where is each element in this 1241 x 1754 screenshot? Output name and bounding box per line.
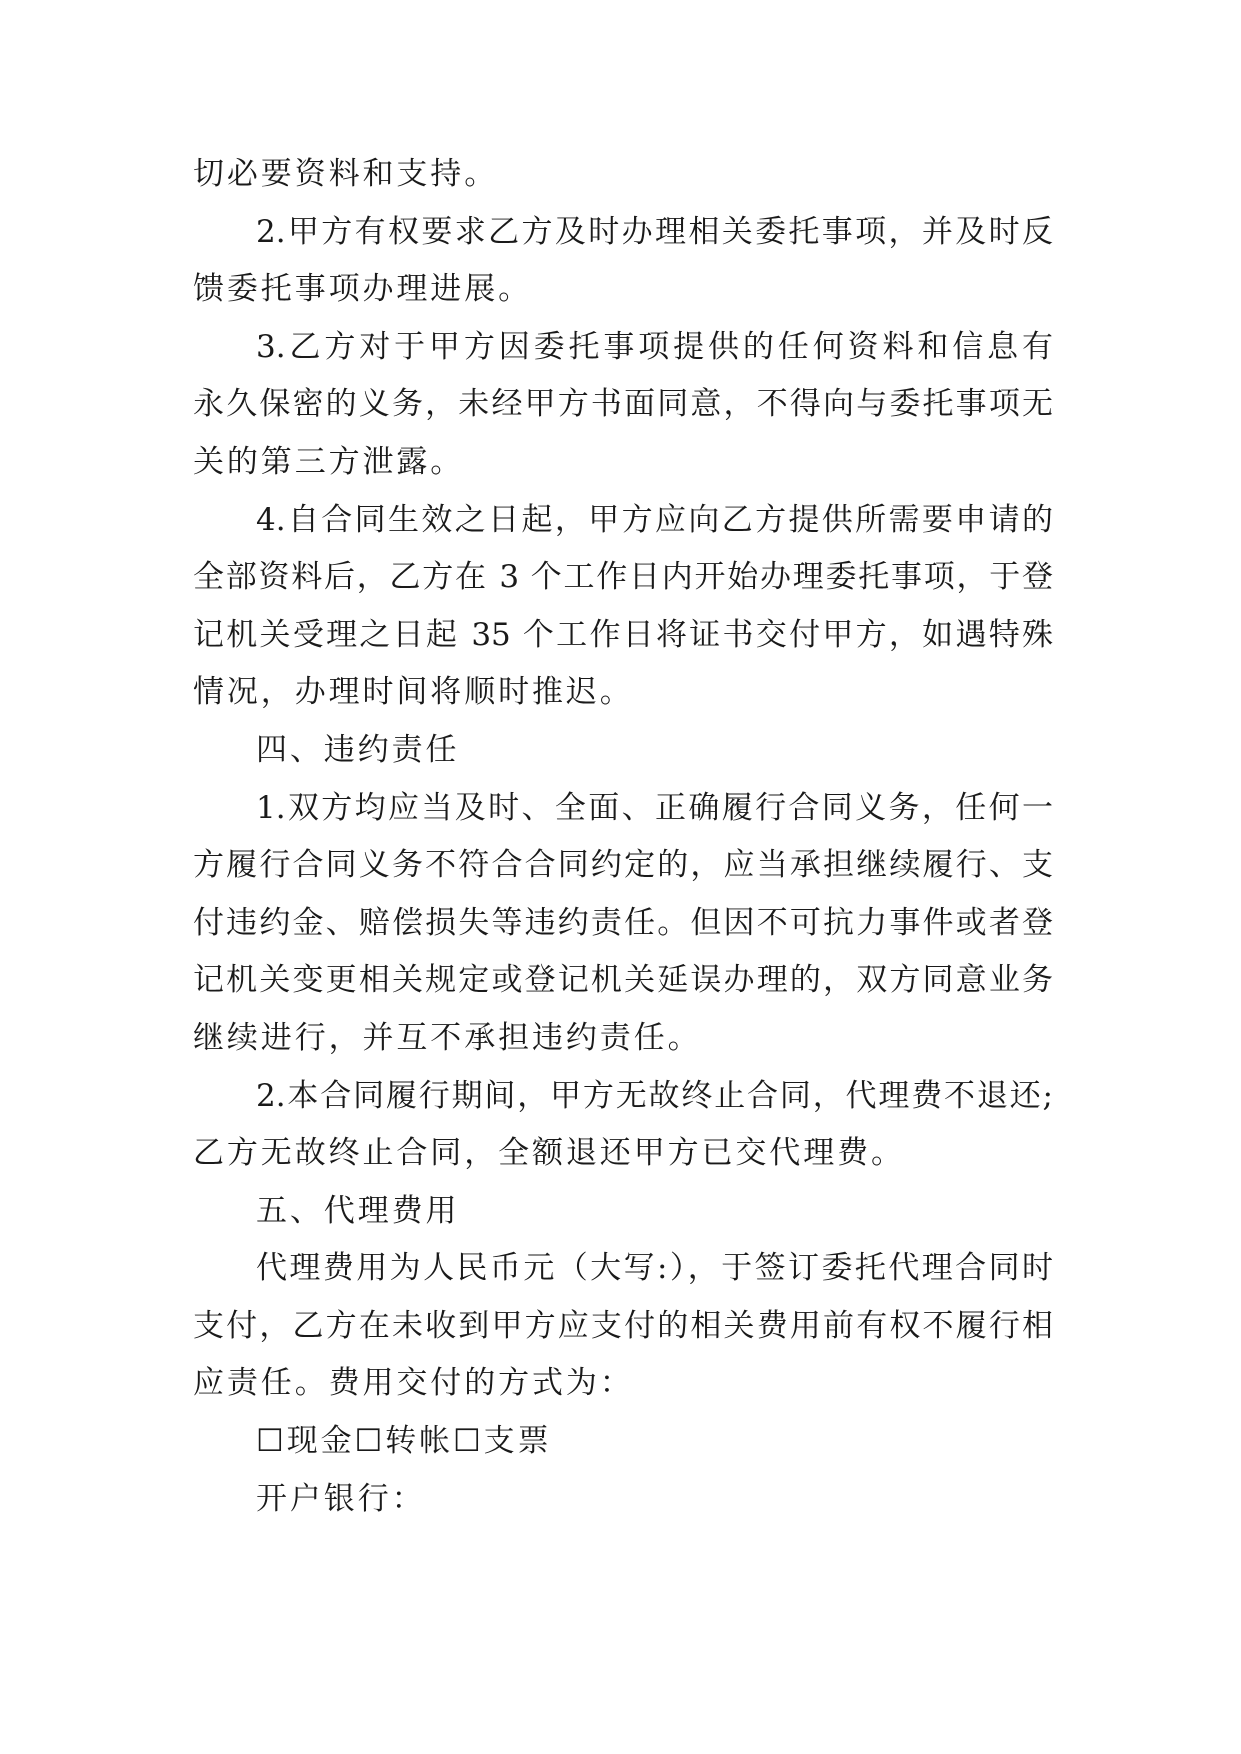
- text-line-9: 记机关受理之日起 35 个工作日将证书交付甲方，如遇特殊: [193, 616, 1053, 653]
- text-line-13: 方履行合同义务不符合合同约定的，应当承担继续履行、支: [193, 847, 1053, 884]
- bank-account-label: 开户银行：: [256, 1480, 426, 1517]
- text-line-16: 继续进行，并互不承担违约责任。: [193, 1019, 702, 1056]
- text-line-3: 馈委托事项办理进展。: [193, 271, 532, 308]
- text-line-20: 代理费用为人民币元（大写:），于签订委托代理合同时: [256, 1250, 1053, 1287]
- section-heading-fees: 五、代理费用: [256, 1192, 460, 1229]
- text-line-14: 付违约金、赔偿损失等违约责任。但因不可抗力事件或者登: [193, 904, 1053, 941]
- text-line-1: 切必要资料和支持。: [193, 156, 499, 192]
- section-heading-breach: 四、违约责任: [256, 731, 460, 768]
- text-line-10: 情况，办理时间将顺时推迟。: [193, 674, 634, 711]
- text-line-21: 支付，乙方在未收到甲方应支付的相关费用前有权不履行相: [193, 1307, 1053, 1344]
- text-line-5: 永久保密的义务，未经甲方书面同意，不得向与委托事项无: [193, 386, 1053, 423]
- text-line-7: 4.自合同生效之日起，甲方应向乙方提供所需要申请的: [256, 501, 1053, 538]
- text-line-8: 全部资料后，乙方在 3 个工作日内开始办理委托事项，于登: [193, 559, 1053, 596]
- text-line-15: 记机关变更相关规定或登记机关延误办理的，双方同意业务: [193, 962, 1053, 999]
- text-line-4: 3.乙方对于甲方因委托事项提供的任何资料和信息有: [256, 328, 1053, 365]
- document-page: [193, 146, 1053, 1528]
- text-line-12: 1.双方均应当及时、全面、正确履行合同义务，任何一: [256, 789, 1053, 826]
- text-line-6: 关的第三方泄露。: [193, 443, 465, 480]
- text-line-18: 乙方无故终止合同，全额退还甲方已交代理费。: [193, 1135, 905, 1172]
- text-line-17: 2.本合同履行期间，甲方无故终止合同，代理费不退还;: [256, 1077, 1053, 1114]
- payment-method-options: ☐现金☐转帐☐支票: [256, 1423, 552, 1460]
- text-line-22: 应责任。费用交付的方式为：: [193, 1365, 634, 1402]
- text-line-2: 2.甲方有权要求乙方及时办理相关委托事项，并及时反: [256, 213, 1053, 250]
